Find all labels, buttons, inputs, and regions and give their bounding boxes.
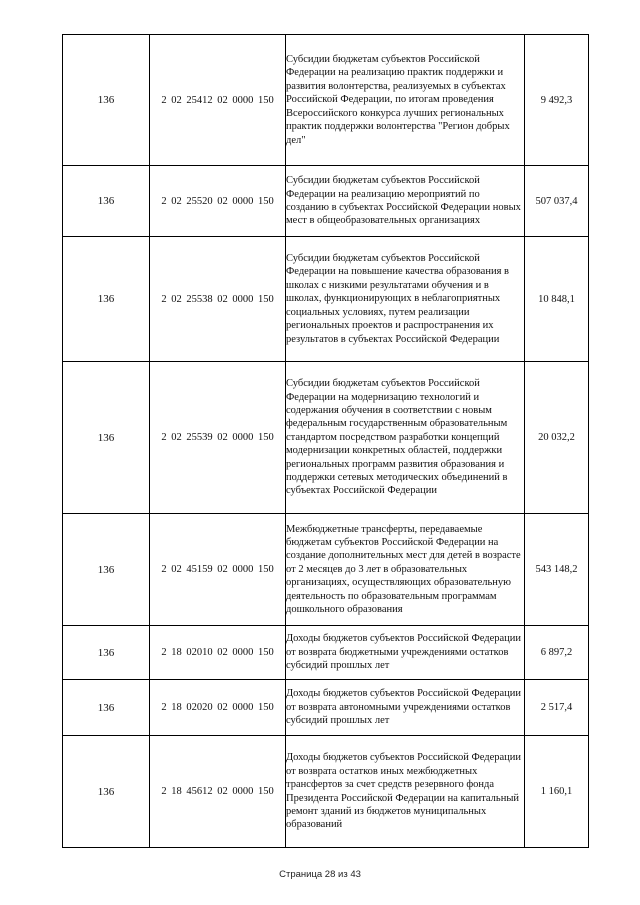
table-row xyxy=(63,35,589,166)
amount-cell: 6 897,2 xyxy=(525,626,589,680)
page-number: Страница 28 из 43 xyxy=(279,869,361,880)
amount-cell: 20 032,2 xyxy=(525,362,589,514)
admin-code-cell: 136 xyxy=(63,166,150,237)
admin-code-cell: 136 xyxy=(63,362,150,514)
table-row xyxy=(63,736,589,848)
budget-classification-code-cell: 2 02 25539 02 0000 150 xyxy=(150,362,286,514)
budget-classification-code-cell: 2 18 45612 02 0000 150 xyxy=(150,736,286,848)
admin-code-cell: 136 xyxy=(63,626,150,680)
admin-code-cell: 136 xyxy=(63,237,150,362)
table-row xyxy=(63,362,589,514)
budget-classification-code-cell: 2 02 25412 02 0000 150 xyxy=(150,35,286,166)
budget-classification-code-cell: 2 02 25520 02 0000 150 xyxy=(150,166,286,237)
budget-classification-code-cell: 2 02 25538 02 0000 150 xyxy=(150,237,286,362)
amount-cell: 543 148,2 xyxy=(525,514,589,626)
budget-classification-code-cell: 2 18 02010 02 0000 150 xyxy=(150,626,286,680)
budget-classification-code-cell: 2 18 02020 02 0000 150 xyxy=(150,680,286,736)
admin-code-cell: 136 xyxy=(63,680,150,736)
revenue-description-cell: Субсидии бюджетам субъектов Российской Федерации на модернизацию технологий и содержания обучения в соответствии с новым федеральным государственным образовательным стандартом посредством разработки концепций модернизации конкретных областей, поддержки региональных программ развития образования и поддержки сетевых методических объединений в субъектах Российской Федерации xyxy=(286,362,525,514)
revenue-description-cell: Субсидии бюджетам субъектов Российской Федерации на реализацию мероприятий по созданию в субъектах Российской Федерации новых мест в общеобразовательных организациях xyxy=(286,166,525,237)
table-row xyxy=(63,680,589,736)
admin-code-cell: 136 xyxy=(63,736,150,848)
revenue-description-cell: Субсидии бюджетам субъектов Российской Федерации на повышение качества образования в школах с низкими результатами обучения и в школах, функционирующих в неблагоприятных социальных условиях, путем реализации региональных проектов и распространения их результатов в субъектах Российской Федерации xyxy=(286,237,525,362)
amount-cell: 2 517,4 xyxy=(525,680,589,736)
amount-cell: 10 848,1 xyxy=(525,237,589,362)
table-row xyxy=(63,237,589,362)
revenue-description-cell: Доходы бюджетов субъектов Российской Федерации от возврата бюджетными учреждениями остатков субсидий прошлых лет xyxy=(286,626,525,680)
amount-cell: 9 492,3 xyxy=(525,35,589,166)
table-row xyxy=(63,514,589,626)
table-row xyxy=(63,166,589,237)
amount-cell: 507 037,4 xyxy=(525,166,589,237)
table-row xyxy=(63,626,589,680)
revenue-description-cell: Доходы бюджетов субъектов Российской Федерации от возврата остатков иных межбюджетных трансфертов за счет средств резервного фонда Президента Российской Федерации на капитальный ремонт зданий из бюджетов муниципальных образований xyxy=(286,736,525,848)
budget-revenue-table xyxy=(62,34,589,848)
admin-code-cell: 136 xyxy=(63,514,150,626)
amount-cell: 1 160,1 xyxy=(525,736,589,848)
revenue-description-cell: Субсидии бюджетам субъектов Российской Федерации на реализацию практик поддержки и развития волонтерства, реализуемых в субъектах Российской Федерации, по итогам проведения Всероссийского конкурса лучших региональных практик поддержки волонтерства "Регион добрых дел" xyxy=(286,35,525,166)
revenue-description-cell: Доходы бюджетов субъектов Российской Федерации от возврата автономными учреждениями остатков субсидий прошлых лет xyxy=(286,680,525,736)
budget-classification-code-cell: 2 02 45159 02 0000 150 xyxy=(150,514,286,626)
admin-code-cell: 136 xyxy=(63,35,150,166)
revenue-description-cell: Межбюджетные трансферты, передаваемые бюджетам субъектов Российской Федерации на создание дополнительных мест для детей в возрасте от 2 месяцев до 3 лет в образовательных организациях, осуществляющих образовательную деятельность по образовательным программам дошкольного образования xyxy=(286,514,525,626)
